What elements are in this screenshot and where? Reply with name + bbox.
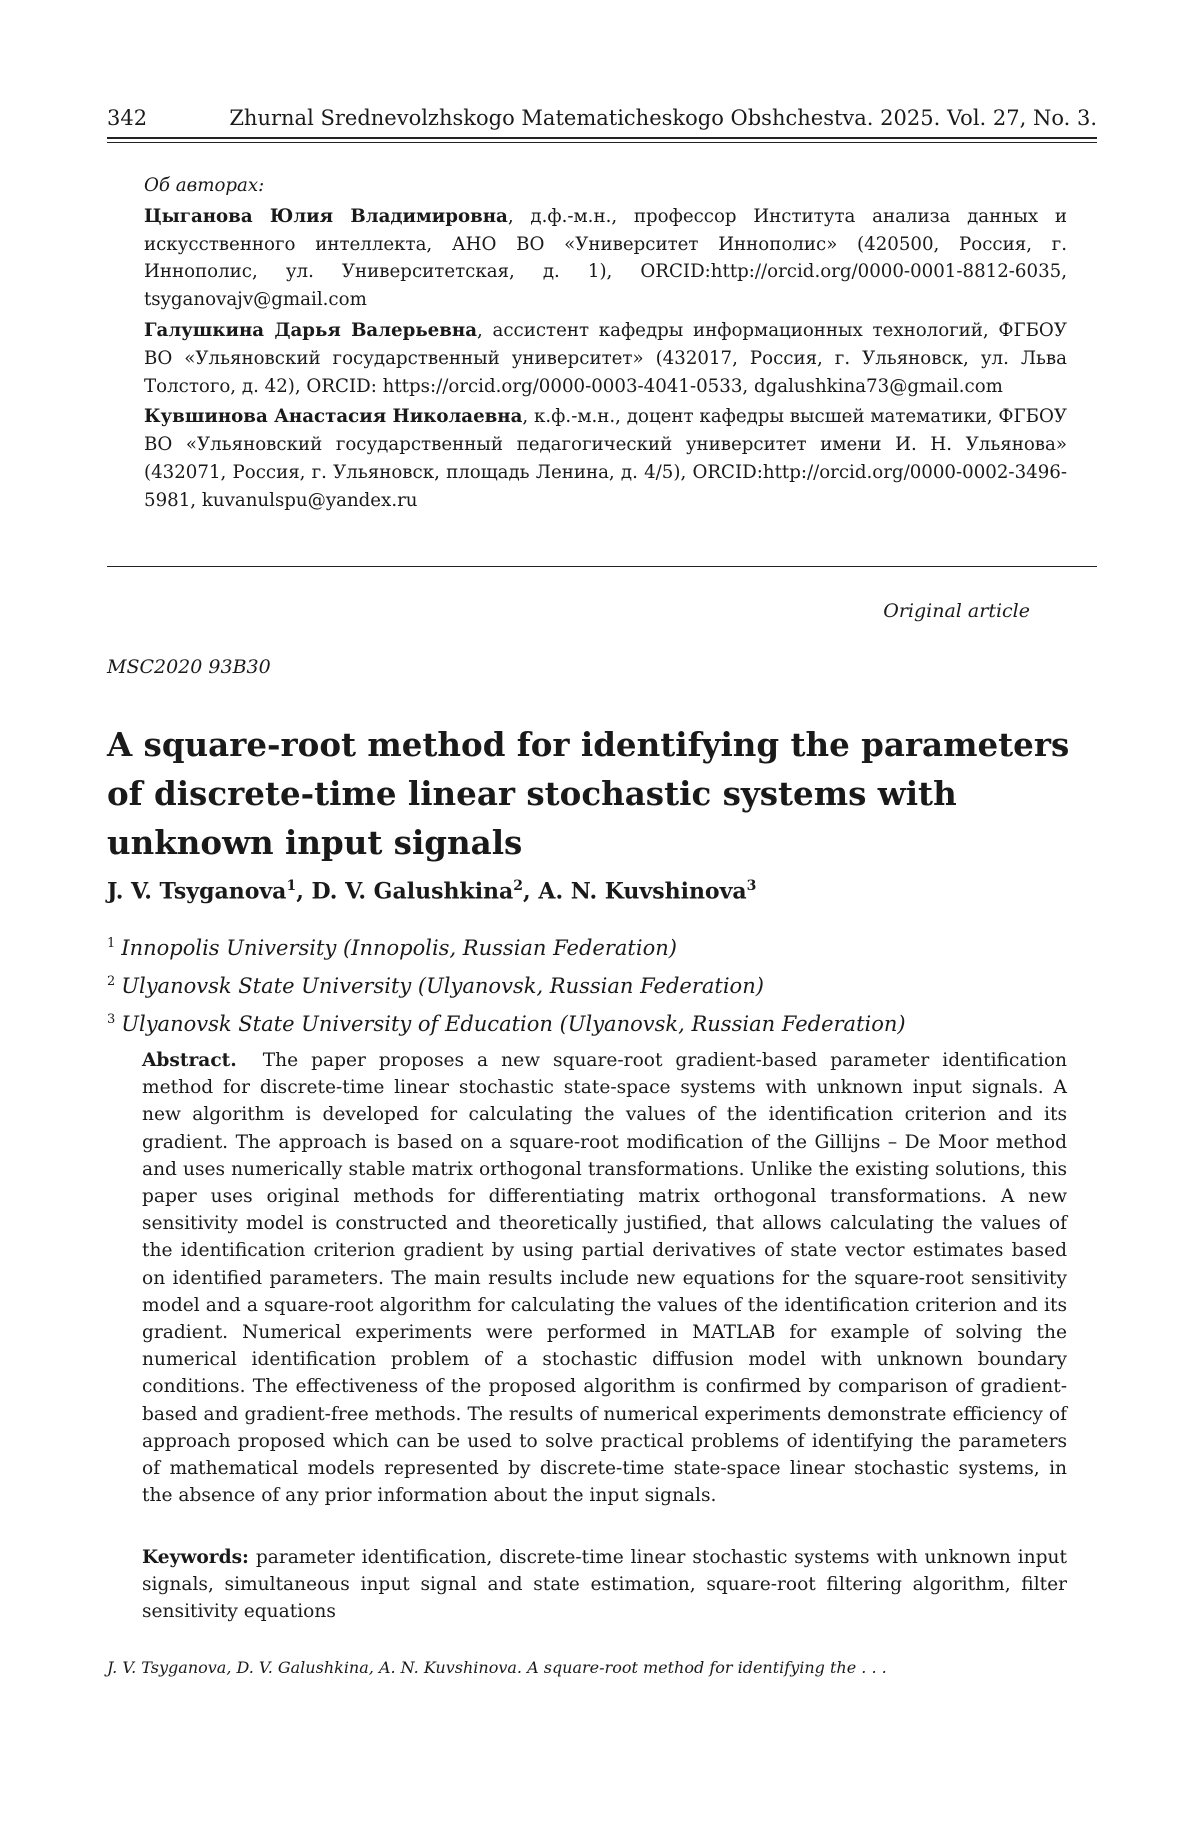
abstract (142, 1047, 1067, 1509)
about-authors (144, 172, 1067, 518)
article-author-name: A. N. Kuvshinova (538, 878, 747, 905)
author-name: Кувшинова Анастасия Николаевна (144, 406, 523, 428)
affiliation (107, 927, 906, 965)
affiliation-text: Ulyanovsk State University (Ulyanovsk, Russian Federation) (121, 974, 764, 998)
abstract-text: The paper proposes a new square-root gradient-based parameter identification method for discrete-time linear stochastic state-space systems with unknown input signals. A new algorithm is developed for calculating the values of the identification criterion and its gradient. The approach is based on a square-root modification of the Gillijns – De Moor method and uses numerically stable matrix orthogonal transformations. Unlike the existing solutions, this paper uses original methods for differentiating matrix orthogonal transformations. A new sensitivity model is constructed and theoretically justified, that allows calculating the values of the identification criterion gradient by using partial derivatives of state vector estimates based on identified parameters. The main results include new equations for the square-root sensitivity model and a square-root algorithm for calculating the values of the identification criterion and its gradient. Numerical experiments were performed in MATLAB for example of solving the numerical identification problem of a stochastic diffusion model with unknown boundary conditions. The effectiveness of the proposed algorithm is confirmed by comparison of gradient-based and gradient-free methods. The results of numerical experiments demonstrate efficiency of approach proposed which can be used to solve practical problems of identifying the parameters of mathematical models represented by discrete-time state-space linear stochastic systems, in the absence of any prior information about the input signals. (142, 1050, 1067, 1507)
footer-citation: J. V. Tsyganova, D. V. Galushkina, A. N. Kuvshinova. A square-root method for identifying the . . . (107, 1658, 887, 1677)
affiliation (107, 1003, 906, 1041)
author-affil-mark: 2 (513, 878, 524, 894)
article-author-name: J. V. Tsyganova (107, 878, 287, 905)
affiliation-mark: 3 (107, 1012, 116, 1027)
author-separator: , (523, 878, 539, 905)
author-name: Цыганова Юлия Владимировна (144, 205, 508, 227)
author-details: , к.ф.-м.н., доцент кафедры высшей математики, ФГБОУ ВО «Ульяновский государственный педагогический университет имени И. Н. Ульянова» (432071, Россия, г. Ульяновск, площадь Ленина, д. 4/5), ORCID:http://orcid.org/0000-0002-3496-5981, kuvanulspu@yandex.ru (144, 406, 1067, 511)
article-title: A square-root method for identifying the parameters of discrete-time linear stochastic systems with unknown input signals (107, 725, 1070, 862)
affiliation-mark: 2 (107, 974, 116, 989)
journal-title: Zhurnal Srednevolzhskogo Matematicheskogo Obshchestva. 2025. Vol. 27, No. 3. (229, 106, 1097, 130)
keywords-label: Keywords: (142, 1547, 249, 1568)
article-author-name: D. V. Galushkina (311, 878, 514, 905)
running-header (107, 106, 1097, 136)
author-entry (144, 403, 1067, 514)
author-details: , ассистент кафедры информационных технологий, ФГБОУ ВО «Ульяновский государственный университет» (432017, Россия, г. Ульяновск, ул. Льва Толстого, д. 42), ORCID: https://orcid.org/0000-0003-4041-0533, dgalushkina73@gmail.com (144, 319, 1067, 397)
header-rule-thick (107, 137, 1097, 139)
msc-code: MSC2020 93B30 (107, 656, 271, 678)
affiliation-text: Innopolis University (Innopolis, Russian Federation) (121, 936, 677, 960)
author-affil-mark: 3 (746, 878, 757, 894)
author-entry (144, 317, 1067, 400)
about-authors-heading: Об авторах: (144, 175, 265, 196)
affiliation-text: Ulyanovsk State University of Education (Ulyanovsk, Russian Federation) (121, 1012, 906, 1036)
abstract-label: Abstract. (142, 1050, 237, 1071)
page-number: 342 (107, 106, 148, 130)
affiliation (107, 965, 906, 1003)
author-name: Галушкина Дарья Валерьевна (144, 319, 477, 341)
keywords (142, 1544, 1067, 1626)
affiliation-mark: 1 (107, 936, 116, 951)
author-details: , д.ф.-м.н., профессор Института анализа данных и искусственного интеллекта, АНО ВО «Университет Иннополис» (420500, Россия, г. Иннополис, ул. Университетская, д. 1), ORCID:http://orcid.org/0000-0001-8812-6035, tsyganovajv@gmail.com (144, 205, 1068, 311)
author-affil-mark: 1 (286, 878, 297, 894)
author-separator: , (296, 878, 312, 905)
affiliations (107, 927, 906, 1041)
keywords-text: parameter identification, discrete-time linear stochastic systems with unknown input signals, simultaneous input signal and state estimation, square-root filtering algorithm, filter sensitivity equations (142, 1547, 1067, 1623)
article-type: Original article (883, 600, 1030, 622)
section-divider (107, 566, 1097, 567)
author-entry (144, 203, 1067, 314)
article-authors (107, 878, 756, 904)
header-rule-thin (107, 142, 1097, 143)
